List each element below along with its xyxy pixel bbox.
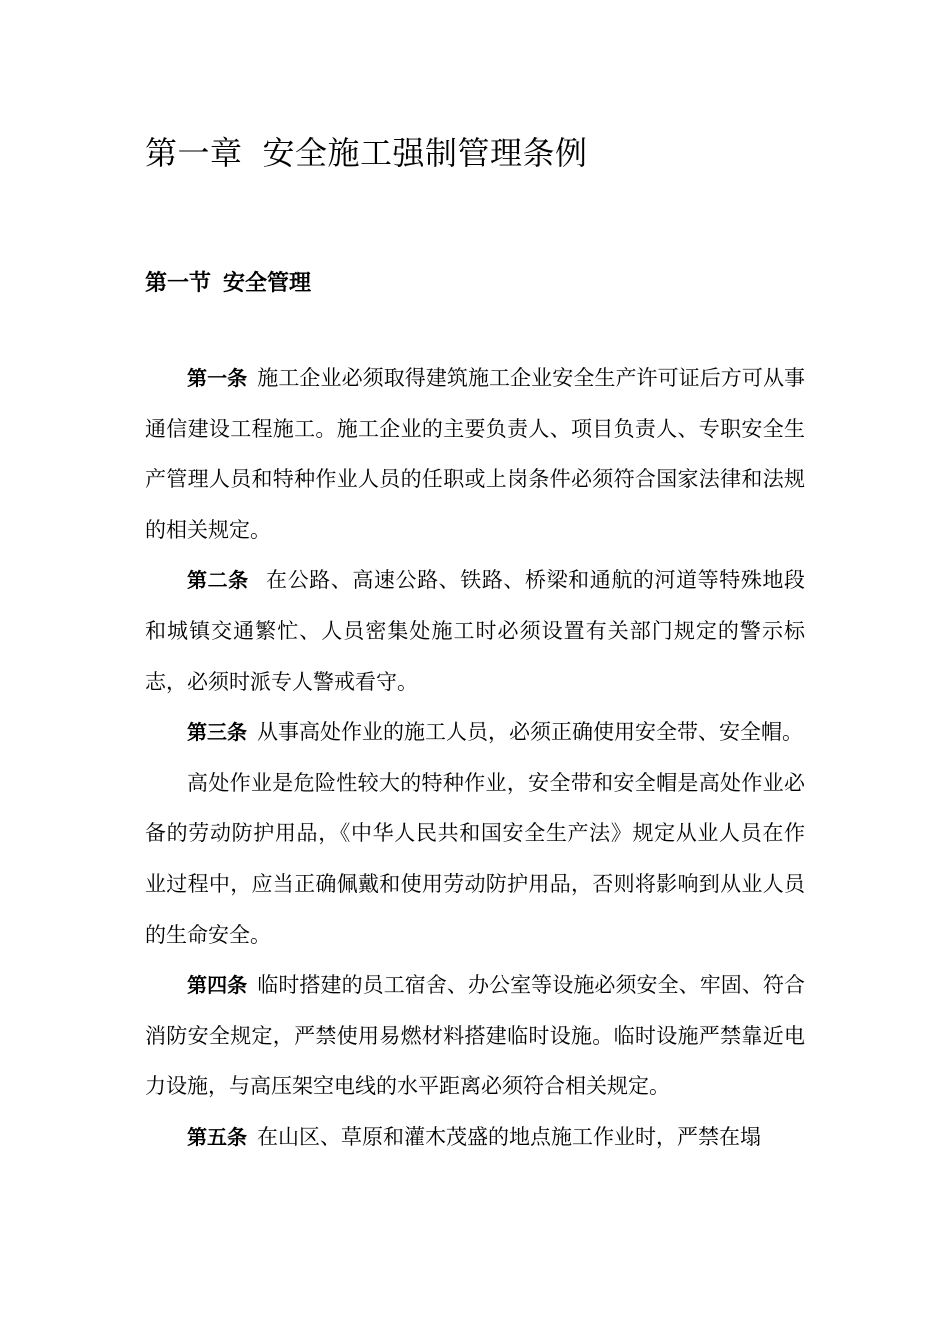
article-label: 第一条	[187, 366, 248, 390]
article-text: 施工企业必须取得建筑施工企业安全生产许可证后方可从事通信建设工程施工。施工企业的主要负责人、项目负责人、专职安全生产管理人员和特种作业人员的任职或上岗条件必须符合国家法律和法规的相关规定。	[145, 366, 806, 542]
chapter-heading	[145, 131, 588, 175]
section-heading	[145, 268, 311, 300]
article-paragraph	[145, 707, 805, 758]
body-text	[145, 353, 805, 1163]
article-paragraph	[145, 353, 805, 555]
article-text: 从事高处作业的施工人员，必须正确使用安全带、安全帽。	[257, 720, 803, 745]
section-number: 第一节	[145, 271, 212, 296]
section-title: 安全管理	[223, 271, 312, 296]
article-paragraph	[145, 960, 805, 1112]
article-paragraph	[145, 555, 805, 707]
article-label: 第二条	[187, 568, 249, 593]
article-text: 高处作业是危险性较大的特种作业，安全带和安全帽是高处作业必备的劳动防护用品，《中华人民共和国安全生产法》规定从业人员在作业过程中，应当正确佩戴和使用劳动防护用品，否则将影响到从业人员的生命安全。	[145, 770, 805, 947]
chapter-title: 安全施工强制管理条例	[262, 134, 588, 172]
article-label: 第四条	[187, 973, 248, 998]
chapter-number: 第一章	[145, 134, 243, 172]
explanation-paragraph	[145, 758, 805, 960]
article-text: 在山区、草原和灌木茂盛的地点施工作业时，严禁在塌	[257, 1124, 761, 1149]
article-text: 临时搭建的员工宿舍、办公室等设施必须安全、牢固、符合消防安全规定，严禁使用易燃材料搭建临时设施。临时设施严禁靠近电力设施，与高压架空电线的水平距离必须符合相关规定。	[145, 973, 806, 1099]
article-label: 第三条	[187, 720, 247, 745]
article-paragraph	[145, 1112, 805, 1163]
article-label: 第五条	[187, 1124, 247, 1149]
article-text: 在公路、高速公路、铁路、桥梁和通航的河道等特殊地段和城镇交通繁忙、人员密集处施工时必须设置有关部门规定的警示标志，必须时派专人警戒看守。	[145, 568, 805, 694]
